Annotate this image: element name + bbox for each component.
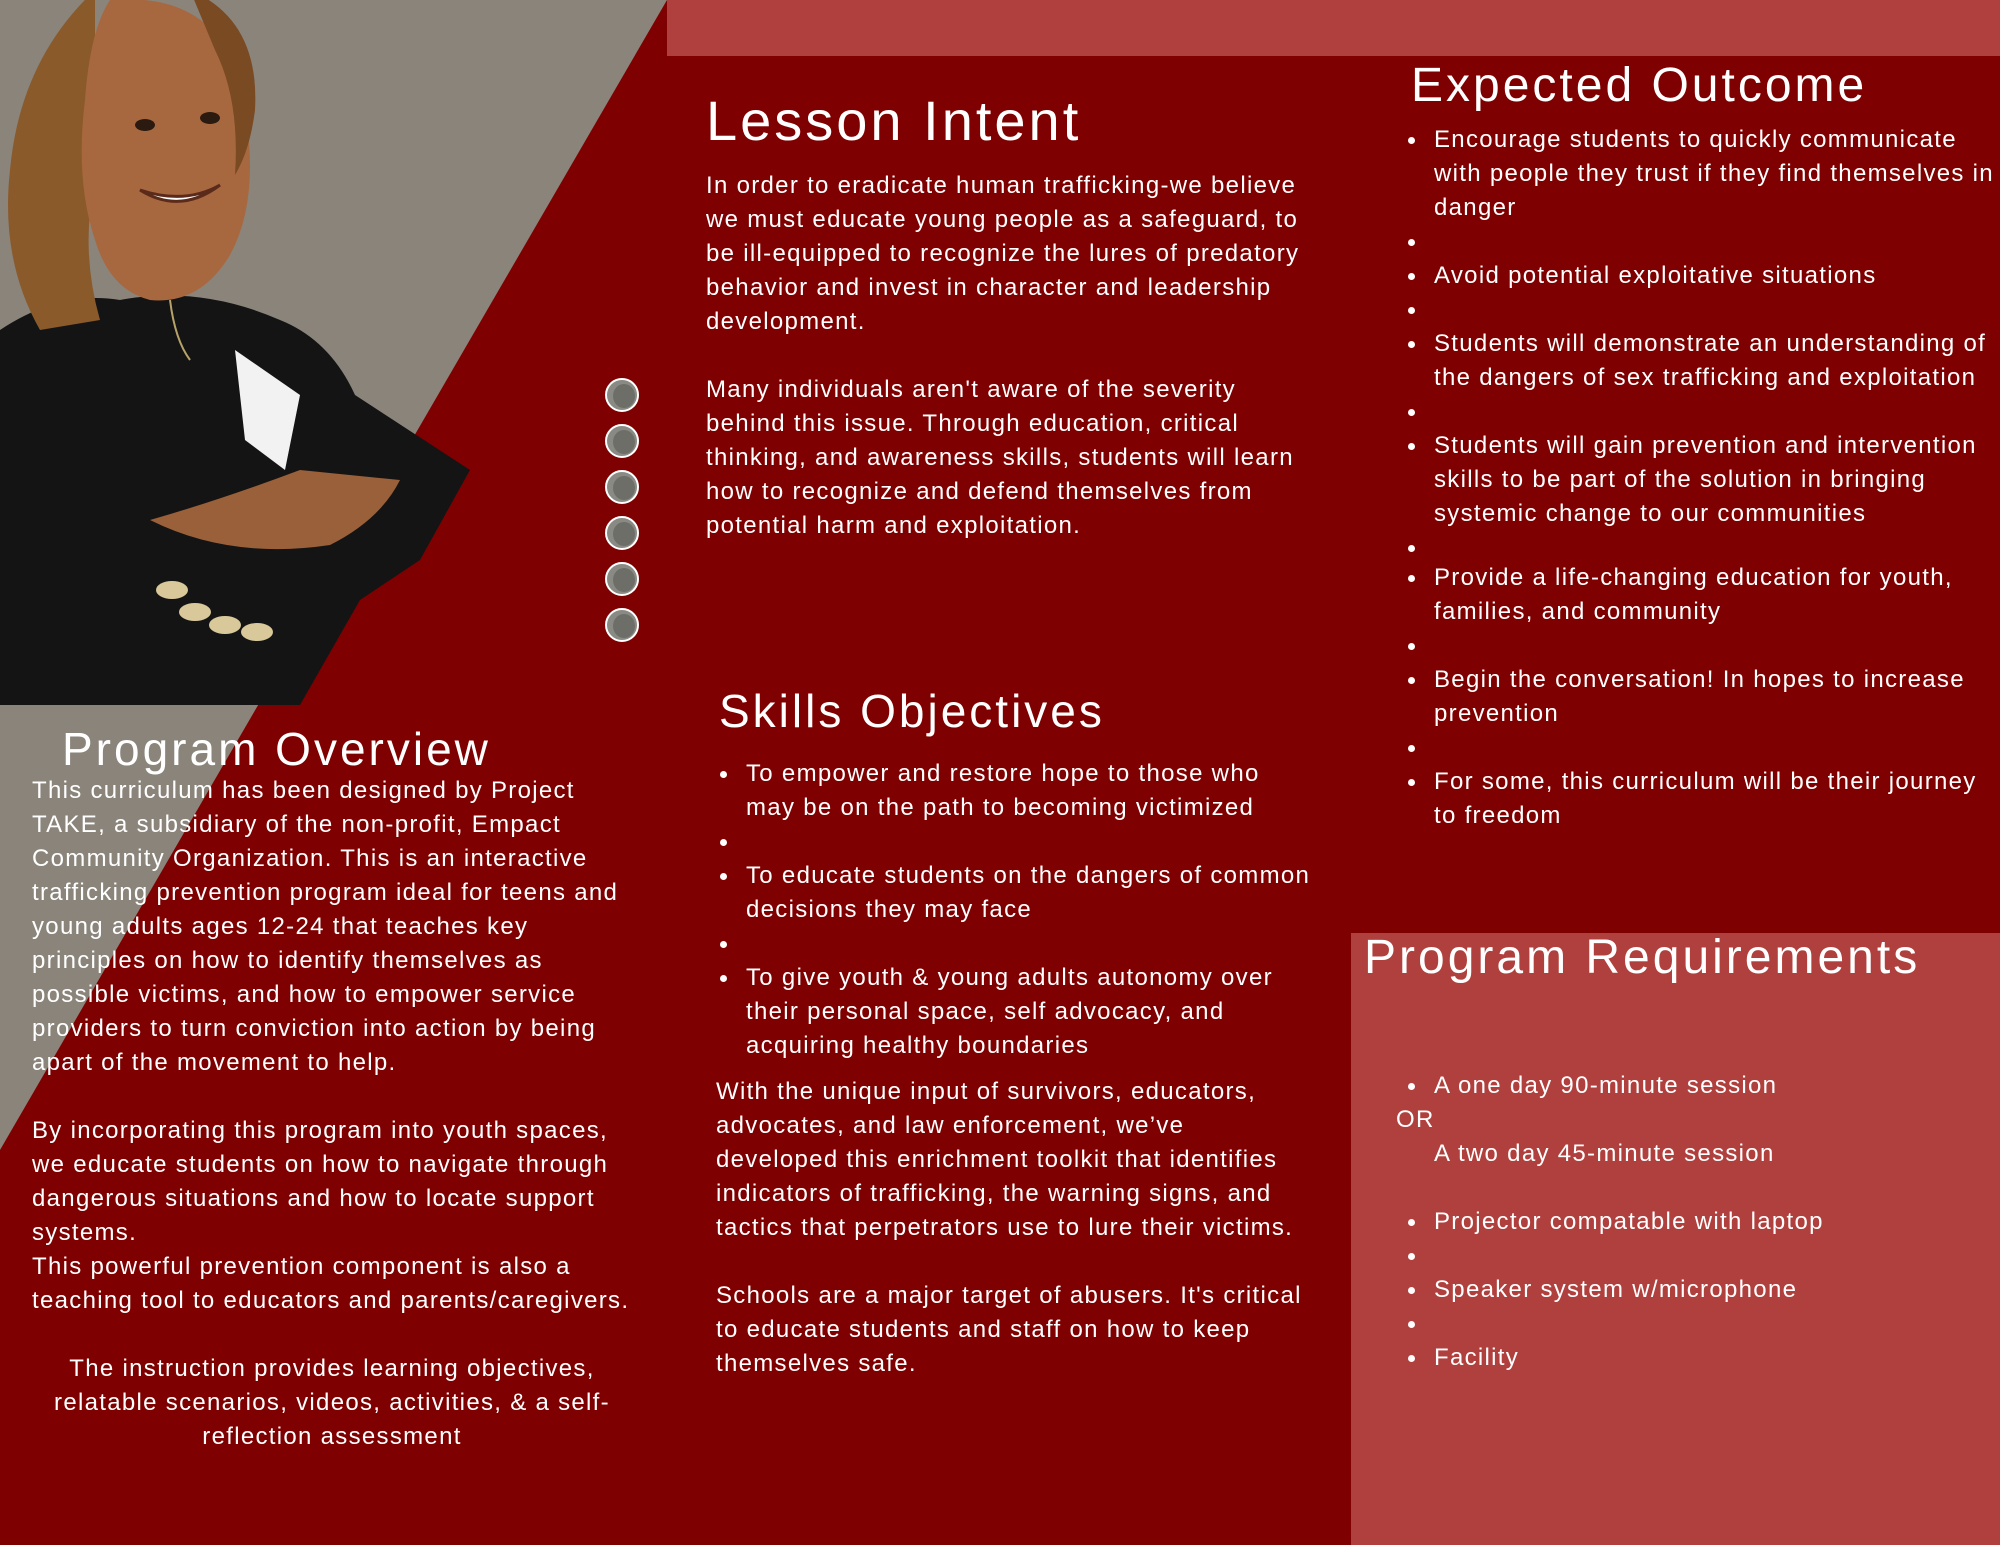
dot-icon: [605, 562, 639, 596]
program-overview-title: Program Overview: [62, 723, 491, 775]
woman-portrait-photo: [0, 0, 470, 705]
spacer: [1404, 731, 1998, 765]
skills-paragraph: With the unique input of survivors, educators, advocates, and law enforcement, we’ve developed this enrichment toolkit that identifies indicators of trafficking, the warning signs, and tactics that perpetrators use to lure their victims.: [716, 1078, 1294, 1241]
requirement-item: Facility: [1404, 1341, 1986, 1375]
spacer: [716, 825, 1314, 859]
requirement-item: A one day 90-minute session: [1404, 1069, 1986, 1103]
lesson-intent-title: Lesson Intent: [706, 89, 1082, 152]
outcome-item: Encourage students to quickly communicate with people they trust if they find themselves in danger: [1404, 123, 1998, 225]
program-overview-body: [32, 774, 632, 1454]
overview-paragraph: This curriculum has been designed by Project TAKE, a subsidiary of the non-profit, Empact Community Organization. This is an interactive trafficking prevention program ideal for teens and young adults ages 12-24 that teaches key principles on how to identify themselves as possible victims, and how to empower service providers to turn conviction into action by being apart of the movement to help.: [32, 777, 619, 1076]
skills-item: To give youth & young adults autonomy over their personal space, self advocacy, and acquiring healthy boundaries: [716, 961, 1314, 1063]
spacer: [1404, 1307, 1986, 1341]
expected-outcome-title: Expected Outcome: [1411, 59, 1868, 112]
or-label: OR: [1396, 1106, 1435, 1133]
outcome-item: Begin the conversation! In hopes to increase prevention: [1404, 663, 1998, 731]
dot-icon: [605, 608, 639, 642]
expected-outcome-list: [1404, 123, 1998, 833]
skills-item: To educate students on the dangers of common decisions they may face: [716, 859, 1314, 927]
outcome-item: Provide a life-changing education for youth, families, and community: [1404, 561, 1998, 629]
skills-objectives-body: [716, 757, 1314, 1381]
spacer: [1404, 629, 1998, 663]
outcome-item: Students will gain prevention and intervention skills to be part of the solution in bringing systemic change to our communities: [1404, 429, 1998, 531]
skills-objectives-title: Skills Objectives: [719, 685, 1105, 737]
outcome-item: Avoid potential exploitative situations: [1404, 259, 1998, 293]
spacer: [1404, 531, 1998, 561]
spacer: [1404, 1239, 1986, 1273]
requirement-item: Projector compatable with laptop: [1404, 1205, 1986, 1239]
dot-icon: [605, 470, 639, 504]
outcome-item: Students will demonstrate an understanding of the dangers of sex trafficking and exploitation: [1404, 327, 1998, 395]
overview-paragraph: By incorporating this program into youth spaces, we educate students on how to navigate through dangerous situations and how to locate support systems.: [32, 1117, 609, 1246]
skills-paragraph: Schools are a major target of abusers. It's critical to educate students and staff on how to keep themselves safe.: [716, 1282, 1302, 1377]
lesson-intent-paragraph: Many individuals aren't aware of the severity behind this issue. Through education, critical thinking, and awareness skills, students will learn how to recognize and defend themselves from potential harm and exploitation.: [706, 376, 1294, 539]
dot-icon: [605, 378, 639, 412]
overview-paragraph: This powerful prevention component is also a teaching tool to educators and parents/caregivers.: [32, 1253, 630, 1314]
spacer: [1404, 293, 1998, 327]
decorative-dot-column: [605, 378, 639, 654]
lesson-intent-paragraph: In order to eradicate human trafficking-we believe we must educate young people as a safeguard, to be ill-equipped to recognize the lures of predatory behavior and invest in character and leadership development.: [706, 172, 1300, 335]
lesson-intent-body: [706, 169, 1306, 543]
overview-paragraph: The instruction provides learning objectives, relatable scenarios, videos, activities, & a self-reflection assessment: [54, 1355, 610, 1450]
requirement-alt-item: A two day 45-minute session: [1434, 1140, 1775, 1167]
outcome-item: For some, this curriculum will be their journey to freedom: [1404, 765, 1998, 833]
skills-item: To empower and restore hope to those who may be on the path to becoming victimized: [716, 757, 1314, 825]
spacer: [716, 927, 1314, 961]
top-accent-band: [667, 0, 2000, 56]
dot-icon: [605, 516, 639, 550]
program-requirements-title: Program Requirements: [1364, 931, 1921, 984]
program-requirements-list: [1396, 1069, 1986, 1375]
spacer: [1404, 225, 1998, 259]
spacer: [1404, 395, 1998, 429]
requirement-item: Speaker system w/microphone: [1404, 1273, 1986, 1307]
dot-icon: [605, 424, 639, 458]
